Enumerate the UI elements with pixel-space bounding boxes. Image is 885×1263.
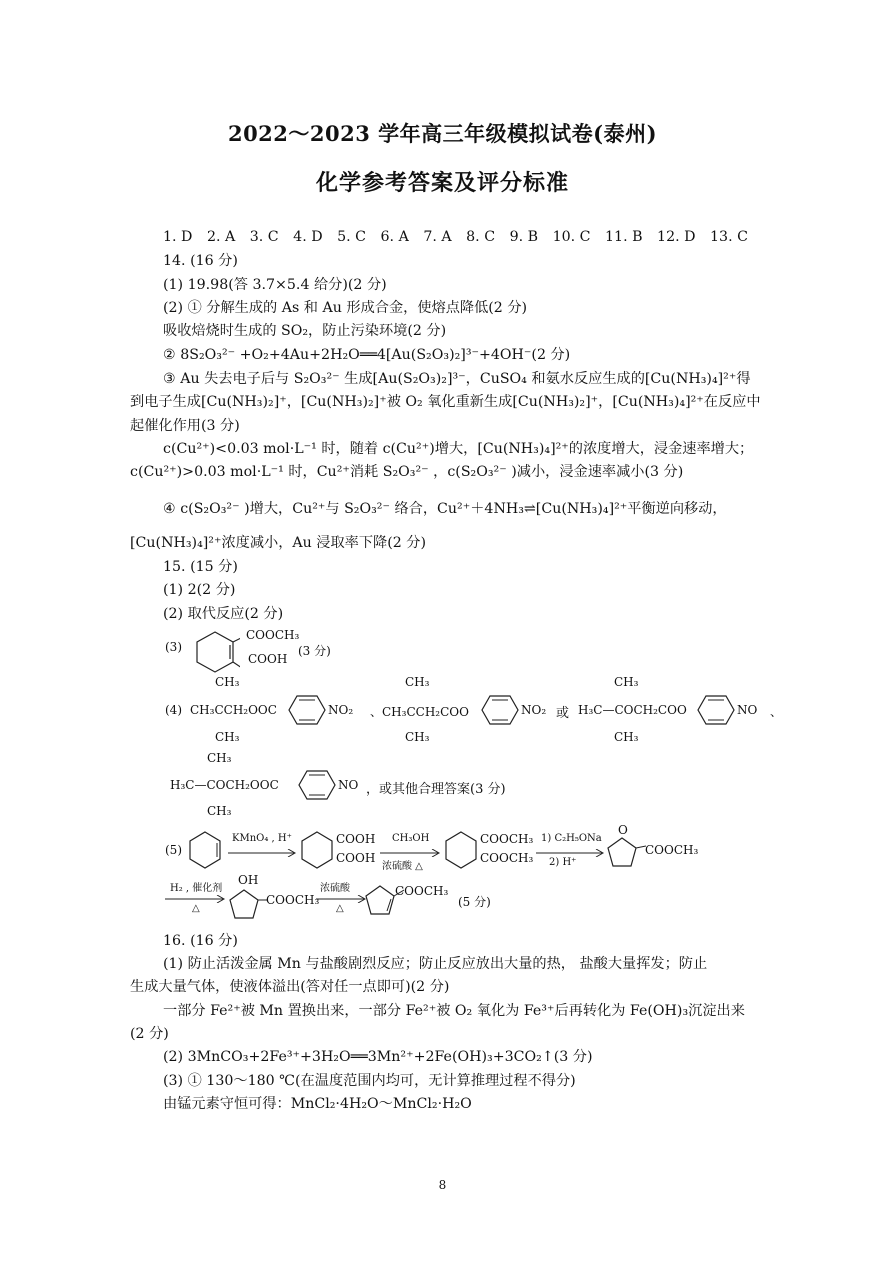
q15-line: (1) 2(2 分) [163, 582, 236, 598]
reagent-label: 浓硫酸 [320, 883, 350, 894]
q15-3-label: (3) [165, 640, 182, 654]
q15-3-group: COOCH₃ [246, 628, 300, 642]
reagent-label: △ [192, 903, 200, 914]
page-title: 2022～2023 学年高三年级模拟试卷(泰州) [227, 121, 658, 146]
answer-item: 3. C [249, 229, 279, 245]
q15-3-group: COOH [248, 652, 288, 666]
nitroso-group: NO [737, 703, 758, 717]
answer-item: 5. C [337, 229, 367, 245]
q15-line: (2) 取代反应(2 分) [163, 606, 284, 622]
q14-line: c(Cu²⁺)<0.03 mol·L⁻¹ 时，随着 c(Cu²⁺)增大，[Cu(NH₃)₄]²⁺的浓度增大，浸金速率增大； [163, 441, 754, 457]
methyl-group: CH₃ [215, 730, 240, 744]
answer-item: 9. B [509, 229, 539, 245]
methyl-group: CH₃ [207, 751, 232, 765]
benzene-ring-structure [287, 694, 327, 726]
methyl-group: CH₃ [614, 675, 639, 689]
product-group: COOH [336, 832, 376, 846]
cyclohexane-structure [444, 830, 478, 870]
keto-group: O [618, 823, 628, 837]
answer-item: 11. B [605, 229, 643, 245]
methyl-group: CH₃ [614, 730, 639, 744]
q16-line: (2 分) [130, 1026, 169, 1042]
nitroso-group: NO [338, 778, 359, 792]
page-number: 8 [438, 1178, 447, 1192]
q16-line: 由锰元素守恒可得：MnCl₂·4H₂O～MnCl₂·H₂O [163, 1096, 472, 1112]
cyclopentanone-structure [606, 836, 646, 872]
reagent-label: 1) C₂H₅ONa [541, 833, 602, 844]
nitro-group: NO₂ [328, 703, 354, 717]
q14-line: ④ c(S₂O₃²⁻ )增大，Cu²⁺与 S₂O₃²⁻ 络合，Cu²⁺＋4NH₃⇌[Cu(NH₃)₄]²⁺平衡逆向移动， [163, 501, 727, 517]
nitro-group: NO₂ [521, 703, 547, 717]
q15-4-structure-c: H₃C—COCH₂COO [578, 703, 687, 717]
or-text: 或 [556, 706, 570, 721]
q15-4-structure-d: H₃C—COCH₂OOC [170, 778, 279, 792]
q15-4-label: (4) [165, 703, 182, 717]
answer-item: 1. D [163, 229, 193, 245]
benzene-ring-structure [480, 694, 520, 726]
q16-line: (3) ① 130～180 ℃(在温度范围内均可，无计算推理过程不得分) [163, 1073, 576, 1089]
reagent-label: 浓硫酸 △ [382, 861, 423, 872]
methyl-group: CH₃ [405, 675, 430, 689]
reagent-label: 2) H⁺ [549, 857, 577, 868]
answer-item: 12. D [657, 229, 696, 245]
q14-line: c(Cu²⁺)>0.03 mol·L⁻¹ 时，Cu²⁺消耗 S₂O₃²⁻ ，c(S₂O₃²⁻ )减小，浸金速率减小(3 分) [130, 464, 684, 480]
reaction-arrow [165, 895, 227, 903]
product-group: COOCH₃ [480, 851, 534, 865]
answer-item: 10. C [552, 229, 591, 245]
q14-line: 起催化作用(3 分) [130, 418, 240, 434]
product-group: COOCH₃ [395, 884, 449, 898]
answer-item: 7. A [423, 229, 452, 245]
q14-line: ③ Au 失去电子后与 S₂O₃²⁻ 生成[Au(S₂O₃)₂]³⁻，CuSO₄ 和氨水反应生成的[Cu(NH₃)₄]²⁺得 [163, 371, 751, 387]
q15-4-note: ，或其他合理答案(3 分) [366, 782, 506, 797]
reaction-arrow [380, 849, 442, 857]
q16-line: (2) 3MnCO₃+2Fe³⁺+3H₂O══3Mn²⁺+2Fe(OH)₃+3CO₂↑(3 分) [163, 1049, 593, 1065]
methyl-group: CH₃ [405, 730, 430, 744]
reaction-arrow [316, 895, 368, 903]
product-group: COOH [336, 851, 376, 865]
q15-3-score: (3 分) [298, 644, 331, 658]
q14-line: ② 8S₂O₃²⁻ +O₂+4Au+2H₂O══4[Au(S₂O₃)₂]³⁻+4OH⁻(2 分) [163, 347, 571, 363]
q16-line: 一部分 Fe²⁺被 Mn 置换出来，一部分 Fe²⁺被 O₂ 氧化为 Fe³⁺后再转化为 Fe(OH)₃沉淀出来 [163, 1003, 745, 1019]
q14-line: 吸收焙烧时生成的 SO₂，防止污染环境(2 分) [163, 323, 447, 339]
product-group: COOCH₃ [266, 893, 320, 907]
q15-4-structure-b: 、CH₃CCH₂COO [370, 705, 469, 719]
benzene-ring-structure [297, 769, 337, 801]
q14-line: (1) 19.98(答 3.7×5.4 给分)(2 分) [163, 277, 387, 293]
reagent-label: H₂ , 催化剂 [170, 883, 223, 894]
reaction-arrow [536, 849, 606, 857]
q15-heading: 15. (15 分) [163, 559, 238, 575]
answer-item: 2. A [206, 229, 236, 245]
cyclohexene-ring-structure [190, 628, 240, 678]
hydroxy-group: OH [238, 873, 259, 887]
answer-item: 6. A [380, 229, 409, 245]
answer-item: 4. D [293, 229, 323, 245]
reaction-arrow [228, 849, 298, 857]
answer-item: 13. C [710, 229, 748, 245]
q14-line: 到电子生成[Cu(NH₃)₂]⁺，[Cu(NH₃)₂]⁺被 O₂ 氧化重新生成[Cu(NH₃)₂]⁺，[Cu(NH₃)₄]²⁺在反应中 [130, 394, 761, 410]
product-group: COOCH₃ [480, 832, 534, 846]
methyl-group: CH₃ [215, 675, 240, 689]
answer-item: 8. C [466, 229, 496, 245]
q15-5-score: (5 分) [458, 895, 491, 909]
benzene-ring-structure [696, 694, 736, 726]
q14-heading: 14. (16 分) [163, 253, 238, 269]
choice-answers [163, 228, 758, 246]
cyclopentanol-structure [228, 888, 268, 924]
q16-line: 生成大量气体，使液体溢出(答对任一点即可)(2 分) [130, 979, 450, 995]
reagent-label: KMnO₄ , H⁺ [232, 833, 292, 844]
q16-heading: 16. (16 分) [163, 933, 238, 949]
page-subtitle: 化学参考答案及评分标准 [315, 170, 569, 196]
reagent-label: CH₃OH [392, 833, 430, 844]
reagent-label: △ [336, 903, 344, 914]
q14-line: (2) ① 分解生成的 As 和 Au 形成合金，使熔点降低(2 分) [163, 300, 528, 316]
q14-line: [Cu(NH₃)₄]²⁺浓度减小，Au 浸取率下降(2 分) [130, 535, 427, 551]
q15-5-label: (5) [165, 843, 182, 857]
separator: 、 [770, 705, 783, 719]
cyclohexene-structure [188, 830, 222, 870]
cyclohexane-structure [300, 830, 334, 870]
methyl-group: CH₃ [207, 804, 232, 818]
q15-4-structure-a: CH₃CCH₂OOC [190, 703, 277, 717]
product-group: COOCH₃ [645, 843, 699, 857]
q16-line: (1) 防止活泼金属 Mn 与盐酸剧烈反应；防止反应放出大量的热， 盐酸大量挥发；防止 [163, 956, 708, 972]
